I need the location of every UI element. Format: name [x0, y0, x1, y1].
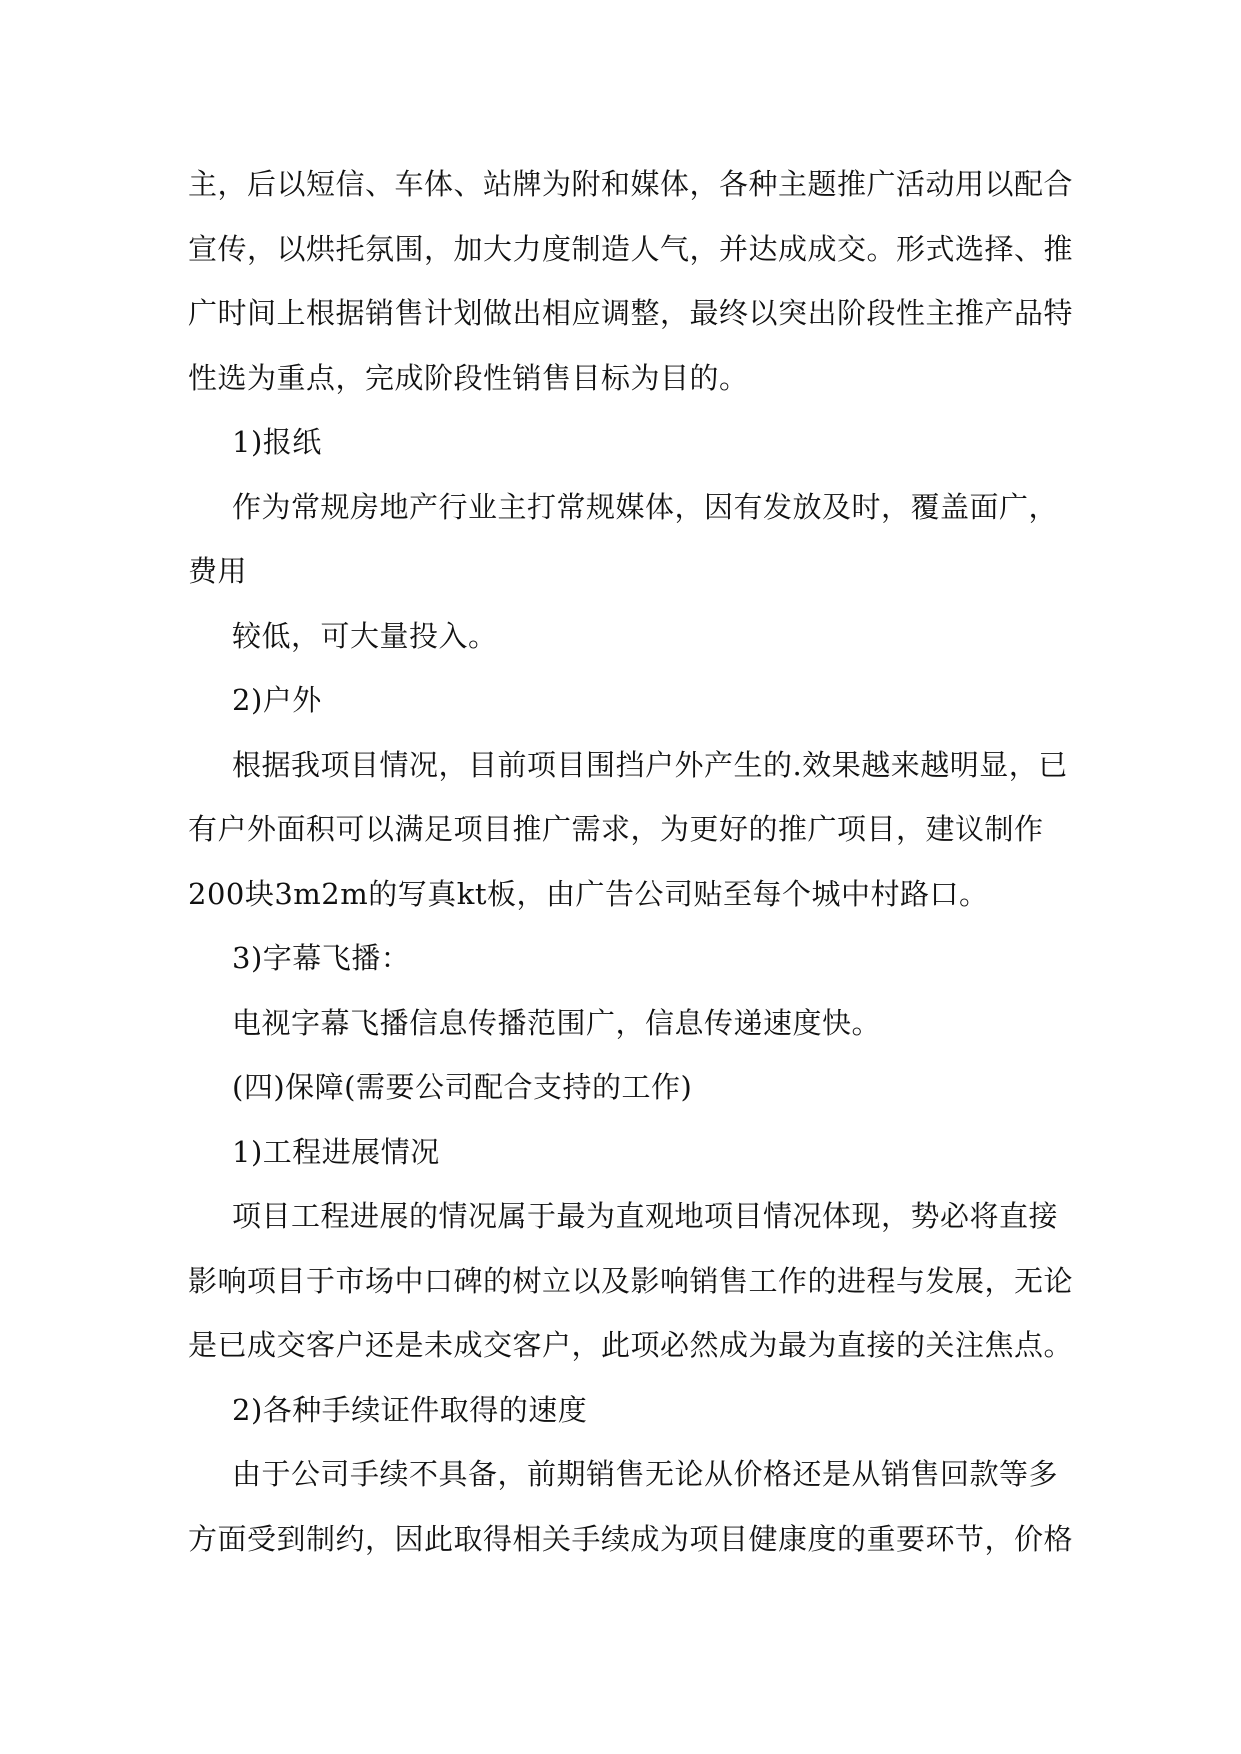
- text-line: 电视字幕飞播信息传播范围广，信息传递速度快。: [232, 1005, 882, 1040]
- text-line: 影响项目于市场中口碑的树立以及影响销售工作的进程与发展，无论: [188, 1263, 1074, 1298]
- section-heading: 3)字幕飞播：: [232, 941, 411, 975]
- text-line: 主，后以短信、车体、站牌为附和媒体，各种主题推广活动用以配合: [188, 167, 1074, 201]
- section-heading: 1)工程进展情况: [232, 1134, 440, 1169]
- text-line: 作为常规房地产行业主打常规媒体，因有发放及时，覆盖面广，: [232, 489, 1059, 524]
- text-line: 由于公司手续不具备，前期销售无论从价格还是从销售回款等多: [232, 1457, 1059, 1491]
- section-heading: (四)保障(需要公司配合支持的工作): [232, 1070, 693, 1104]
- text-line: 费用: [188, 554, 248, 588]
- text-line: 方面受到制约，因此取得相关手续成为项目健康度的重要环节，价格: [188, 1521, 1074, 1556]
- text-line: 200块3m2m的写真kt板，由广告公司贴至每个城中村路口。: [188, 876, 989, 911]
- text-line: 宣传，以烘托氛围，加大力度制造人气，并达成成交。形式选择、推: [188, 231, 1074, 266]
- text-line: 根据我项目情况，目前项目围挡户外产生的.效果越来越明显，已: [232, 747, 1068, 782]
- text-line: 性选为重点，完成阶段性销售目标为目的。: [188, 360, 749, 395]
- section-heading: 1)报纸: [232, 425, 322, 459]
- text-line: 有户外面积可以满足项目推广需求，为更好的推广项目，建议制作: [188, 812, 1044, 846]
- text-line: 较低，可大量投入。: [232, 618, 498, 653]
- section-heading: 2)各种手续证件取得的速度: [232, 1392, 588, 1427]
- text-line: 广时间上根据销售计划做出相应调整，最终以突出阶段性主推产品特: [188, 296, 1074, 330]
- text-line: 项目工程进展的情况属于最为直观地项目情况体现，势必将直接: [232, 1199, 1059, 1233]
- section-heading: 2)户外: [232, 683, 322, 717]
- document-body: [188, 152, 1074, 1571]
- text-line: 是已成交客户还是未成交客户，此项必然成为最为直接的关注焦点。: [188, 1328, 1074, 1362]
